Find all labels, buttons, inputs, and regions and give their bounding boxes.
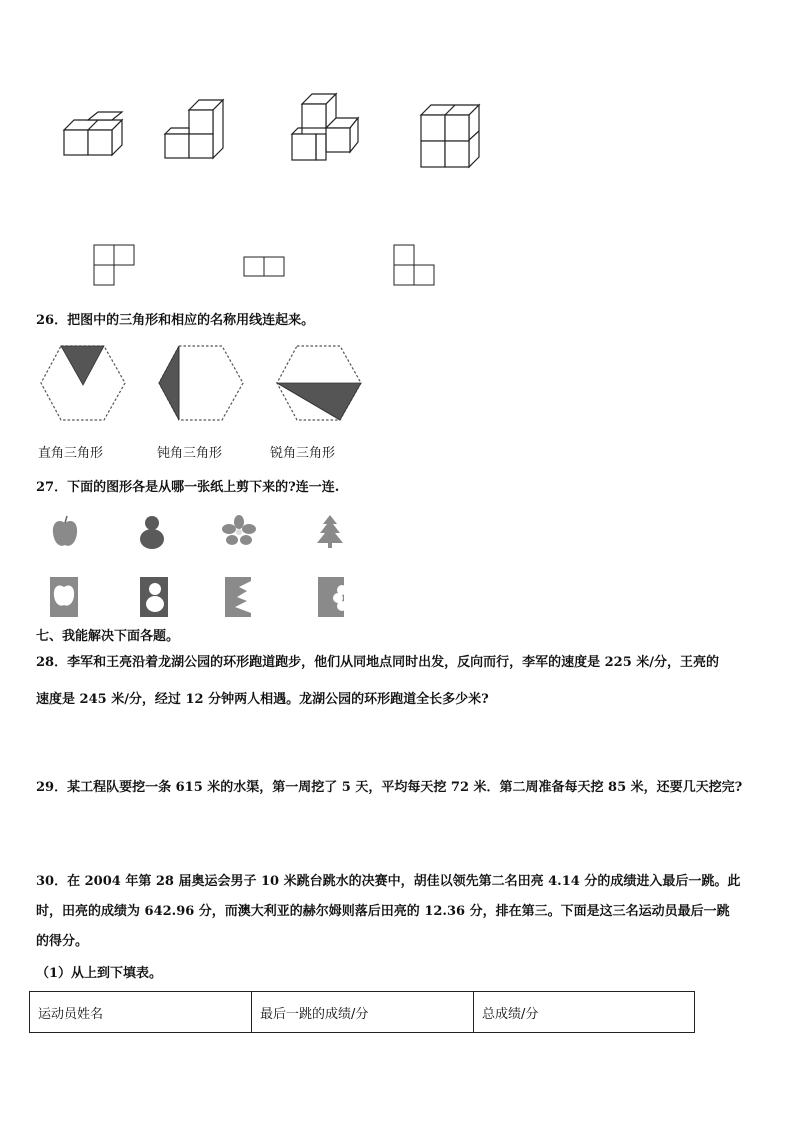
- question-26-text: 26．把图中的三角形和相应的名称用线连起来。: [36, 313, 315, 328]
- question-27-text: 27．下面的图形各是从哪一张纸上剪下来的?连一连.: [36, 480, 340, 495]
- label-acute-triangle: 锐角三角形: [270, 446, 336, 461]
- hexagon-figure-2: [158, 345, 244, 421]
- view-shape-3: [394, 245, 436, 287]
- table-header-total: 总成绩/分: [474, 992, 695, 1033]
- athlete-score-table: [29, 991, 695, 1033]
- section-7-title: 七、我能解决下面各题。: [36, 629, 180, 644]
- question-28-line-1: 28．李军和王亮沿着龙湖公园的环形跑道跑步，他们从同地点同时出发，反向而行，李军的速度是 225 米/分，王亮的: [36, 655, 720, 670]
- tree-cutout-icon: [315, 515, 345, 549]
- table-row: [30, 992, 695, 1033]
- question-29-text: 29．某工程队要挖一条 615 米的水渠，第一周挖了 5 天，平均每天挖 72 米．第二周准备每天挖 85 米，还要几天挖完?: [36, 780, 743, 795]
- table-header-name: 运动员姓名: [30, 992, 252, 1033]
- hexagon-figure-3: [276, 345, 362, 421]
- cube-figure-1: [64, 112, 126, 158]
- cube-figure-4: [421, 105, 483, 167]
- apple-cutout-icon: [52, 515, 78, 549]
- paper-flower-hole-icon: [318, 577, 348, 619]
- cube-figure-2: [165, 100, 227, 160]
- hexagon-figure-1: [40, 345, 126, 421]
- view-shape-1: [94, 245, 136, 287]
- paper-gourd-hole-icon: [140, 577, 170, 619]
- table-header-last-jump: 最后一跳的成绩/分: [252, 992, 474, 1033]
- question-30-line-1: 30．在 2004 年第 28 届奥运会男子 10 米跳台跳水的决赛中，胡佳以领先第二名田亮 4.14 分的成绩进入最后一跳。此: [36, 874, 741, 889]
- view-shape-2: [244, 257, 286, 279]
- question-30-line-3: 的得分。: [36, 934, 89, 949]
- question-30-line-2: 时，田亮的成绩为 642.96 分，而澳大利亚的赫尔姆则落后田亮的 12.36 分，排在第三。下面是这三名运动员最后一跳: [36, 904, 730, 919]
- question-30-sub-1: （1）从上到下填表。: [36, 966, 163, 981]
- paper-tree-hole-icon: [225, 577, 255, 619]
- gourd-cutout-icon: [138, 514, 166, 550]
- cube-figure-3: [292, 94, 362, 162]
- label-right-triangle: 直角三角形: [38, 446, 104, 461]
- question-28-line-2: 速度是 245 米/分，经过 12 分钟两人相遇。龙湖公园的环形跑道全长多少米?: [36, 692, 489, 707]
- label-obtuse-triangle: 钝角三角形: [157, 446, 223, 461]
- paper-apple-hole-icon: [50, 577, 80, 619]
- flower-cutout-icon: [222, 515, 256, 547]
